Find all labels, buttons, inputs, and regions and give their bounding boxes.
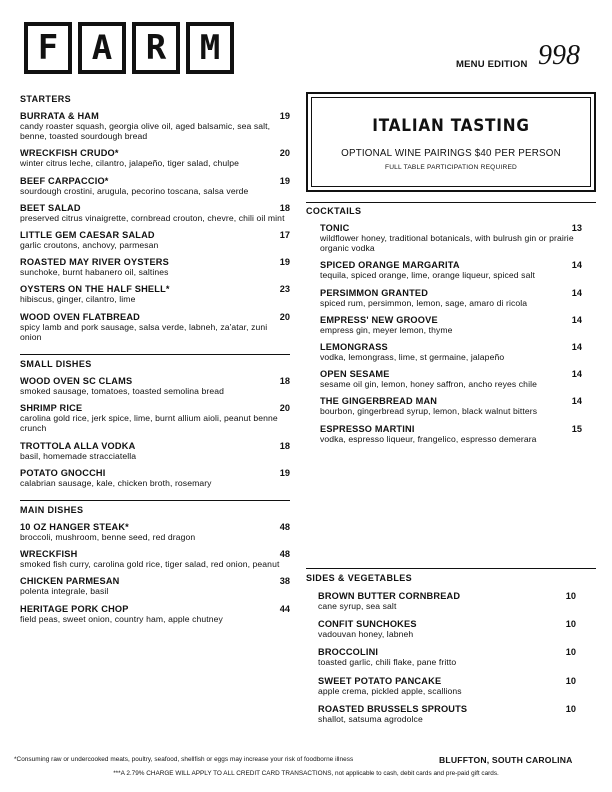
sides-heading: SIDES & VEGETABLES <box>306 573 413 583</box>
menu-item-description: preserved citrus vinaigrette, cornbread crouton, chevre, chili oil mint <box>20 212 285 223</box>
menu-item-price: 19 <box>279 467 290 478</box>
menu-edition-number: 998 <box>538 40 580 71</box>
menu-item <box>20 376 290 396</box>
menu-edition-label: MENU EDITION <box>456 59 528 70</box>
menu-item-name: OPEN SESAME <box>320 369 390 380</box>
menu-item <box>306 315 596 335</box>
menu-item-price: 10 <box>565 619 576 630</box>
menu-item-price: 48 <box>279 549 290 560</box>
menu-item-name: BURRATA & HAM <box>20 111 99 121</box>
menu-item-description: toasted garlic, chili flake, pane fritto <box>318 657 457 668</box>
menu-item <box>306 676 596 696</box>
menu-item-price: 23 <box>279 284 290 295</box>
menu-item <box>306 424 596 444</box>
starters-list <box>20 111 290 342</box>
logo-letter-m: M <box>186 22 234 74</box>
italian-tasting-box <box>306 92 596 192</box>
menu-item-description: spiced rum, persimmon, lemon, sage, amaro di ricola <box>320 297 528 308</box>
menu-item-description: broccoli, mushroom, benne seed, red dragon <box>20 532 196 543</box>
menu-item <box>306 619 596 639</box>
menu-item <box>20 468 290 488</box>
logo-letter-a: A <box>78 22 126 74</box>
menu-item-name: LEMONGRASS <box>320 342 388 353</box>
section-divider <box>306 568 596 569</box>
menu-item-price: 14 <box>571 369 582 380</box>
menu-item-price: 18 <box>279 202 290 213</box>
menu-item-price: 48 <box>279 522 290 533</box>
menu-item-price: 10 <box>565 591 576 601</box>
menu-item-price: 14 <box>571 396 582 407</box>
menu-item-name: LITTLE GEM CAESAR SALAD <box>20 230 155 241</box>
menu-item-price: 10 <box>565 703 576 714</box>
menu-item <box>20 549 290 569</box>
menu-item-name: SPICED ORANGE MARGARITA <box>320 260 460 271</box>
menu-item-description: empress gin, meyer lemon, thyme <box>320 324 453 335</box>
cocktails-section <box>306 202 596 444</box>
menu-item-description: garlic croutons, anchovy, parmesan <box>20 240 159 251</box>
menu-item-price: 14 <box>571 287 582 298</box>
menu-item-price: 44 <box>279 603 290 614</box>
menu-item-name: TONIC <box>320 223 350 233</box>
left-column <box>20 94 290 624</box>
menu-item-description: vadouvan honey, labneh <box>318 629 414 640</box>
menu-item-name: BEET SALAD <box>20 202 81 213</box>
menu-item <box>306 704 596 724</box>
menu-item-price: 10 <box>565 647 576 658</box>
section-divider <box>20 354 290 355</box>
main-dishes-list <box>20 522 290 624</box>
menu-item-name: PERSIMMON GRANTED <box>320 287 429 298</box>
menu-item-name: POTATO GNOCCHI <box>20 467 106 478</box>
section-divider <box>306 202 596 203</box>
tasting-title: ITALIAN TASTING <box>372 116 530 136</box>
menu-item <box>20 576 290 596</box>
menu-item-name: WRECKFISH <box>20 549 78 560</box>
menu-item-price: 13 <box>571 223 582 233</box>
menu-item-description: field peas, sweet onion, country ham, apple chutney <box>20 613 223 624</box>
menu-item-price: 20 <box>279 311 290 322</box>
menu-item <box>20 604 290 624</box>
menu-item-description: vodka, lemongrass, lime, st germaine, jalapeño <box>320 352 505 363</box>
menu-item-price: 19 <box>279 257 290 268</box>
menu-item-name: WRECKFISH CRUDO* <box>20 148 119 159</box>
menu-item-name: ROASTED BRUSSELS SPROUTS <box>318 703 468 714</box>
menu-item-description: carolina gold rice, jerk spice, lime, burnt allium aioli, peanut benne crunch <box>20 413 278 434</box>
menu-item-description: sunchoke, burnt habanero oil, saltines <box>20 267 169 278</box>
menu-item-name: 10 OZ HANGER STEAK* <box>20 522 129 533</box>
menu-item-description: bourbon, gingerbread syrup, lemon, black walnut bitters <box>320 406 538 417</box>
menu-item <box>20 257 290 277</box>
menu-item-price: 14 <box>571 342 582 353</box>
menu-item-price: 14 <box>571 260 582 271</box>
menu-item <box>20 403 290 433</box>
starters-heading: STARTERS <box>20 94 72 104</box>
menu-item-price: 17 <box>279 230 290 241</box>
cocktails-heading: COCKTAILS <box>306 206 362 216</box>
menu-item-description: sesame oil gin, lemon, honey saffron, ancho reyes chile <box>320 379 537 390</box>
menu-item-description: cane syrup, sea salt <box>318 601 397 611</box>
menu-item <box>20 176 290 196</box>
logo-letter-f: F <box>24 22 72 74</box>
menu-item-price: 20 <box>279 403 290 414</box>
menu-item-name: CONFIT SUNCHOKES <box>318 619 417 630</box>
farm-logo <box>24 22 234 74</box>
menu-item-price: 19 <box>279 111 290 121</box>
menu-item <box>20 441 290 461</box>
menu-item-price: 10 <box>565 675 576 686</box>
menu-item-description: apple crema, pickled apple, scallions <box>318 685 462 696</box>
credit-card-surcharge-note: ***A 2.79% CHARGE WILL APPLY TO ALL CREDIT CARD TRANSACTIONS, not applicable to cash, debit cards and pre-paid gift cards. <box>113 770 499 777</box>
menu-item-name: BROCCOLINI <box>318 647 379 658</box>
raw-food-disclaimer: *Consuming raw or undercooked meats, poultry, seafood, shellfish or eggs may increase your risk of foodborne illness <box>14 756 354 763</box>
menu-item <box>306 396 596 416</box>
menu-item <box>306 260 596 280</box>
menu-item <box>20 203 290 223</box>
menu-item <box>20 284 290 304</box>
menu-item-description: smoked sausage, tomatoes, toasted semolina bread <box>20 386 225 397</box>
menu-item-name: OYSTERS ON THE HALF SHELL* <box>20 284 170 295</box>
menu-item-description: basil, homemade stracciatella <box>20 450 137 461</box>
menu-item-name: THE GINGERBREAD MAN <box>320 396 438 407</box>
menu-item <box>20 522 290 542</box>
menu-item-description: hibiscus, ginger, cilantro, lime <box>20 294 136 305</box>
small-dishes-list <box>20 376 290 488</box>
menu-item-price: 18 <box>279 440 290 451</box>
tasting-subtitle: OPTIONAL WINE PAIRINGS $40 PER PERSON <box>341 148 561 159</box>
menu-item-description: tequila, spiced orange, lime, orange liqueur, spiced salt <box>320 270 535 281</box>
menu-item-description: smoked fish curry, carolina gold rice, tiger salad, red onion, peanut <box>20 559 280 570</box>
menu-item-name: BROWN BUTTER CORNBREAD <box>318 591 461 601</box>
menu-item <box>20 230 290 250</box>
right-column <box>306 92 596 192</box>
cocktails-list <box>306 223 596 444</box>
menu-item-price: 18 <box>279 376 290 387</box>
menu-item-price: 20 <box>279 148 290 159</box>
menu-item-price: 14 <box>571 314 582 325</box>
menu-item-name: TROTTOLA ALLA VODKA <box>20 440 136 451</box>
menu-item-description: spicy lamb and pork sausage, salsa verde, labneh, za'atar, zuni onion <box>20 321 268 342</box>
logo-letter-r: R <box>132 22 180 74</box>
menu-item-name: SHRIMP RICE <box>20 403 83 414</box>
menu-item <box>20 148 290 168</box>
menu-item-price: 15 <box>571 423 582 434</box>
main-dishes-heading: MAIN DISHES <box>20 505 84 516</box>
location-text: BLUFFTON, SOUTH CAROLINA <box>439 755 573 765</box>
small-dishes-heading: SMALL DISHES <box>20 359 92 370</box>
italian-tasting-inner <box>311 97 591 187</box>
menu-item-description: wildflower honey, traditional botanicals, with bulrush gin or prairie organic vodka <box>320 233 574 254</box>
sides-list <box>306 591 596 724</box>
menu-item-price: 19 <box>279 175 290 186</box>
menu-item-description: polenta integrale, basil <box>20 586 109 597</box>
menu-item <box>20 312 290 342</box>
menu-item <box>306 591 596 611</box>
menu-item-name: ESPRESSO MARTINI <box>320 423 415 434</box>
menu-item <box>306 288 596 308</box>
menu-item-description: candy roaster squash, georgia olive oil, aged balsamic, sea salt, benne, toasted sourdough bread <box>20 121 271 142</box>
menu-item-name: ROASTED MAY RIVER OYSTERS <box>20 257 169 268</box>
menu-item-name: BEEF CARPACCIO* <box>20 175 109 186</box>
menu-item <box>306 369 596 389</box>
menu-item-name: SWEET POTATO PANCAKE <box>318 675 442 686</box>
menu-item-description: sourdough crostini, arugula, pecorino toscana, salsa verde <box>20 185 249 196</box>
menu-item-name: WOOD OVEN FLATBREAD <box>20 311 140 322</box>
menu-item-description: vodka, espresso liqueur, frangelico, espresso demerara <box>320 433 537 444</box>
tasting-fine-print: FULL TABLE PARTICIPATION REQUIRED <box>384 164 518 171</box>
section-divider <box>20 500 290 501</box>
menu-item <box>306 223 596 253</box>
menu-item <box>306 647 596 667</box>
menu-item-description: shallot, satsuma agrodolce <box>318 713 423 724</box>
menu-item-description: winter citrus leche, cilantro, jalapeño, tiger salad, chulpe <box>20 158 240 169</box>
menu-item-name: WOOD OVEN SC CLAMS <box>20 376 133 387</box>
menu-item <box>20 111 290 141</box>
menu-item-name: CHICKEN PARMESAN <box>20 576 120 587</box>
menu-item-price: 38 <box>279 576 290 587</box>
sides-section <box>306 568 596 724</box>
menu-item-name: EMPRESS' NEW GROOVE <box>320 314 438 325</box>
menu-item <box>306 342 596 362</box>
menu-item-name: HERITAGE PORK CHOP <box>20 603 129 614</box>
menu-item-description: calabrian sausage, kale, chicken broth, rosemary <box>20 477 212 488</box>
